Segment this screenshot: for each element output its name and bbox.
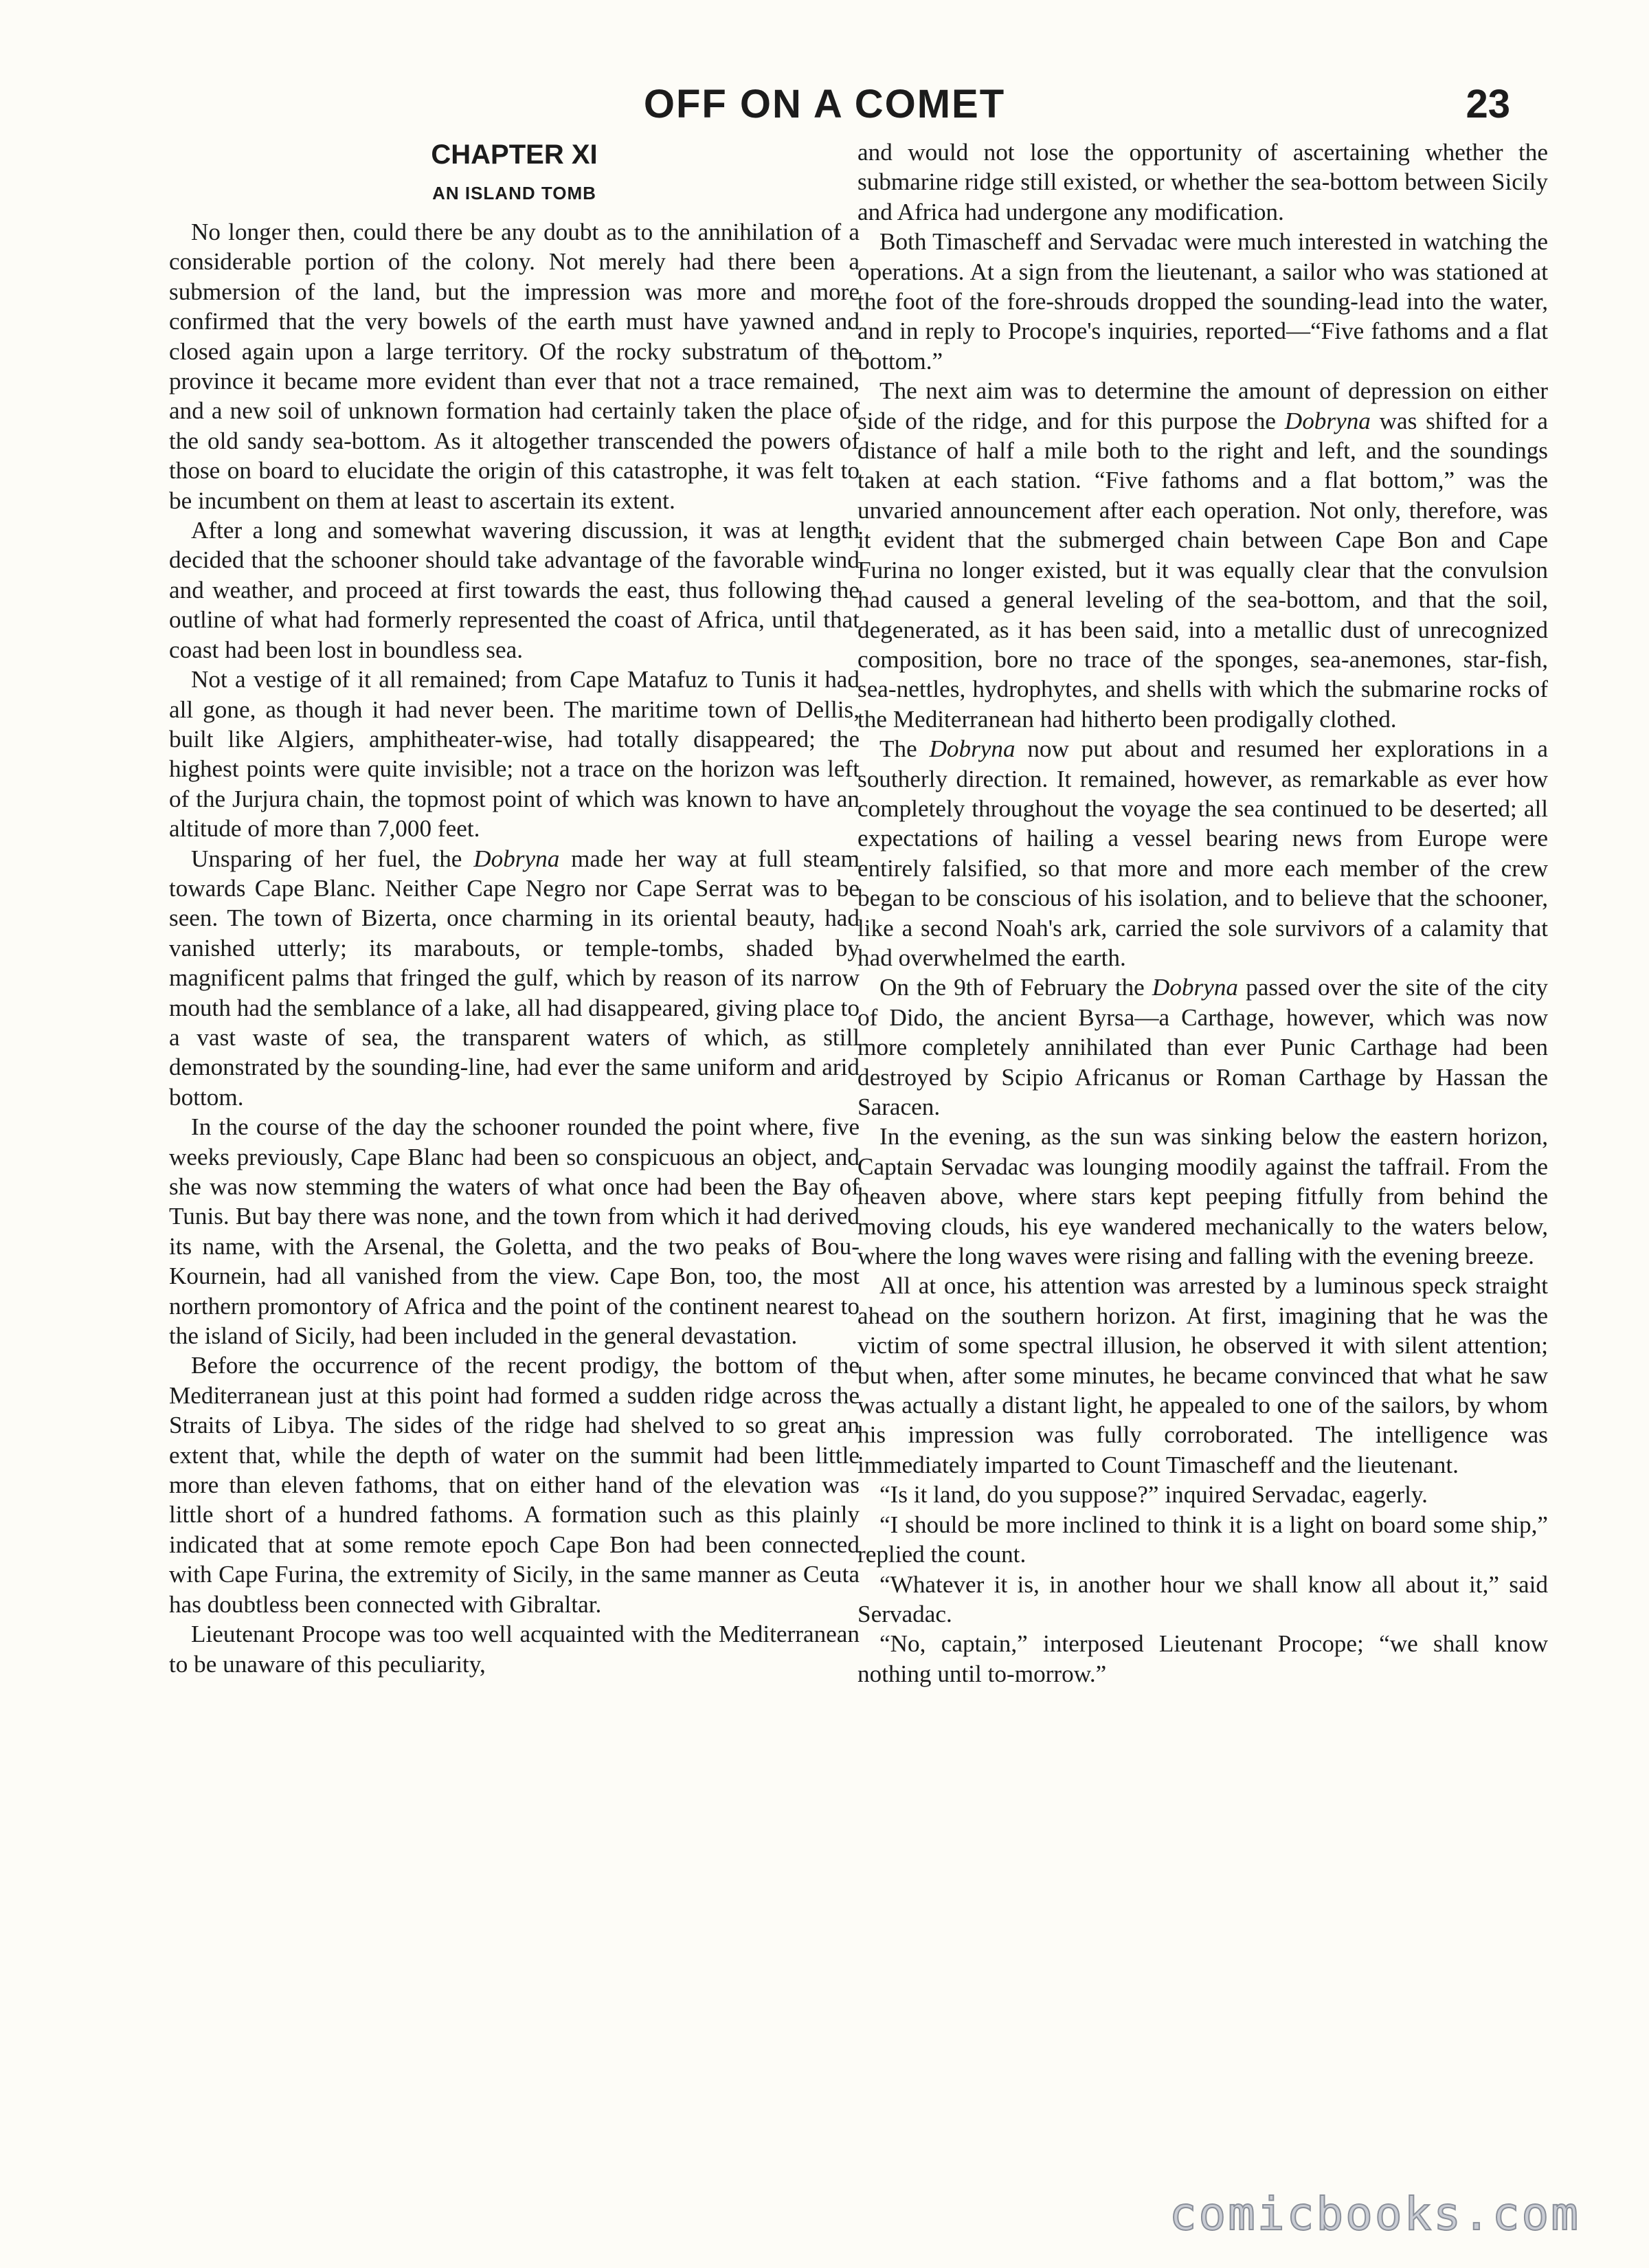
paragraph: “No, captain,” interposed Lieutenant Procope; “we shall know nothing until to-morrow.” bbox=[857, 1630, 1548, 1687]
paragraph: All at once, his attention was arrested by a luminous speck straight ahead on the southern horizon. At first, imagining that he was the victim of some spectral illusion, he observed it with silent attention; but when, after some minutes, he became convinced that what he saw was actually a distant light, he appealed to one of the sailors, by whom his impression was fully corroborated. The intelligence was immediately imparted to Count Timascheff and the lieutenant. bbox=[857, 1272, 1548, 1478]
watermark-logo: comicbooks.com bbox=[1169, 2188, 1580, 2241]
paragraph: Lieutenant Procope was too well acquainted with the Mediterranean to be unaware of this peculiarity, bbox=[169, 1621, 860, 1678]
chapter-title: CHAPTER XI bbox=[431, 140, 598, 170]
paragraph: “Is it land, do you suppose?” inquired Servadac, eagerly. bbox=[879, 1481, 1428, 1509]
paragraph: Both Timascheff and Servadac were much interested in watching the operations. At a sign from the lieutenant, a sailor who was stationed at the foot of the fore-shrouds dropped the sounding-lead into the water, and in reply to Procope's inquiries, reported—“Five fathoms and a flat bottom.” bbox=[857, 228, 1548, 375]
paragraph: Not a vestige of it all remained; from Cape Matafuz to Tunis it had all gone, as though it had never been. The maritime town of Dellis, built like Algiers, amphitheater-wise, had totally disappeared; the highest points were quite invisible; not a trace on the horizon was left of the Jurjura chain, the topmost point of which was known to have an altitude of more than 7,000 feet. bbox=[169, 666, 860, 843]
paragraph: The Dobryna now put about and resumed her explorations in a southerly direction. It remained, however, as remarkable as ever how completely throughout the voyage the sea continued to be deserted; all expectations of hailing a vessel bearing news from Europe were entirely falsified, so that more and more each member of the crew began to be conscious of his isolation, and to believe that the schooner, like a second Noah's ark, carried the sole survivors of a calamity that had overwhelmed the earth. bbox=[857, 735, 1548, 971]
paragraph: “I should be more inclined to think it is a light on board some ship,” replied the count. bbox=[857, 1511, 1548, 1568]
paragraph: After a long and somewhat wavering discussion, it was at length decided that the schooner should take advantage of the favorable wind and weather, and proceed at first towards the east, thus following the outline of what had formerly represented the coast of Africa, until that coast had been lost in boundless sea. bbox=[169, 517, 860, 663]
right-column bbox=[857, 137, 1548, 1689]
paragraph: Unsparing of her fuel, the Dobryna made her way at full steam towards Cape Blanc. Neither Cape Negro nor Cape Serrat was to be seen. The town of Bizerta, once charming in its oriental beauty, had vanished utterly; its marabouts, or temple-tombs, shaded by magnificent palms that fringed the gulf, which by reason of its narrow mouth had the semblance of a lake, all had disappeared, giving place to a vast waste of sea, the transparent waters of which, as still demonstrated by the sounding-line, had ever the same uniform and arid bottom. bbox=[169, 845, 860, 1111]
chapter-subtitle: AN ISLAND TOMB bbox=[432, 183, 596, 203]
paragraph: In the evening, as the sun was sinking below the eastern horizon, Captain Servadac was lounging moodily against the taffrail. From the heaven above, where stars kept peeping fitfully from behind the moving clouds, his eye wandered mechanically to the waters below, where the long waves were rising and falling with the evening breeze. bbox=[857, 1123, 1548, 1270]
paragraph: The next aim was to determine the amount of depression on either side of the ridge, and for this purpose the Dobryna was shifted for a distance of half a mile both to the right and left, and the soundings taken at each station. “Five fathoms and a flat bottom,” was the unvaried announcement after each operation. Not only, therefore, was it evident that the submerged chain between Cape Bon and Cape Furina no longer existed, but it was equally clear that the convulsion had caused a general leveling of the sea-bottom, and that the soil, degenerated, as it has been said, into a metallic dust of unrecognized composition, bore no trace of the sponges, sea-anemones, star-fish, sea-nettles, hydrophytes, and shells with which the submarine rocks of the Mediterranean had hitherto been prodigally clothed. bbox=[857, 377, 1548, 733]
running-title: OFF ON A COMET bbox=[643, 82, 1006, 126]
page-header bbox=[0, 81, 1649, 143]
left-column bbox=[169, 137, 860, 1679]
paragraph: On the 9th of February the Dobryna passed over the site of the city of Dido, the ancient Byrsa—a Carthage, however, which was now more completely annihilated than ever Punic Carthage had been destroyed by Scipio Africanus or Roman Carthage by Hassan the Saracen. bbox=[857, 974, 1548, 1120]
paragraph: No longer then, could there be any doubt as to the annihilation of a considerable portion of the colony. Not merely had there been a submersion of the land, but the impression was more and more confirmed that the very bowels of the earth must have yawned and closed again upon a large territory. Of the rocky substratum of the province it became more evident than ever that not a trace remained, and a new soil of unknown formation had certainly taken the place of the old sandy sea-bottom. As it altogether transcended the powers of those on board to elucidate the origin of this catastrophe, it was felt to be incumbent on them at least to ascertain its extent. bbox=[169, 219, 860, 514]
paragraph-continuation: and would not lose the opportunity of ascertaining whether the submarine ridge still existed, or whether the sea-bottom between Sicily and Africa had undergone any modification. bbox=[857, 139, 1548, 225]
paragraph: Before the occurrence of the recent prodigy, the bottom of the Mediterranean just at this point had formed a sudden ridge across the Straits of Libya. The sides of the ridge had shelved to so great an extent that, while the depth of water on the summit had been little more than eleven fathoms, that on either hand of the elevation was little short of a hundred fathoms. A formation such as this plainly indicated that at some remote epoch Cape Bon had been connected with Cape Furina, the extremity of Sicily, in the same manner as Ceuta has doubtless been connected with Gibraltar. bbox=[169, 1352, 860, 1618]
paragraph: In the course of the day the schooner rounded the point where, five weeks previously, Cape Blanc had been so conspicuous an object, and she was now stemming the waters of what once had been the Bay of Tunis. But bay there was none, and the town from which it had derived its name, with the Arsenal, the Goletta, and the two peaks of Bou-Kournein, had all vanished from the view. Cape Bon, too, the most northern promontory of Africa and the point of the continent nearest to the island of Sicily, had been included in the general devastation. bbox=[169, 1113, 860, 1350]
paragraph: “Whatever it is, in another hour we shall know all about it,” said Servadac. bbox=[857, 1570, 1548, 1627]
page-number: 23 bbox=[1466, 82, 1510, 126]
